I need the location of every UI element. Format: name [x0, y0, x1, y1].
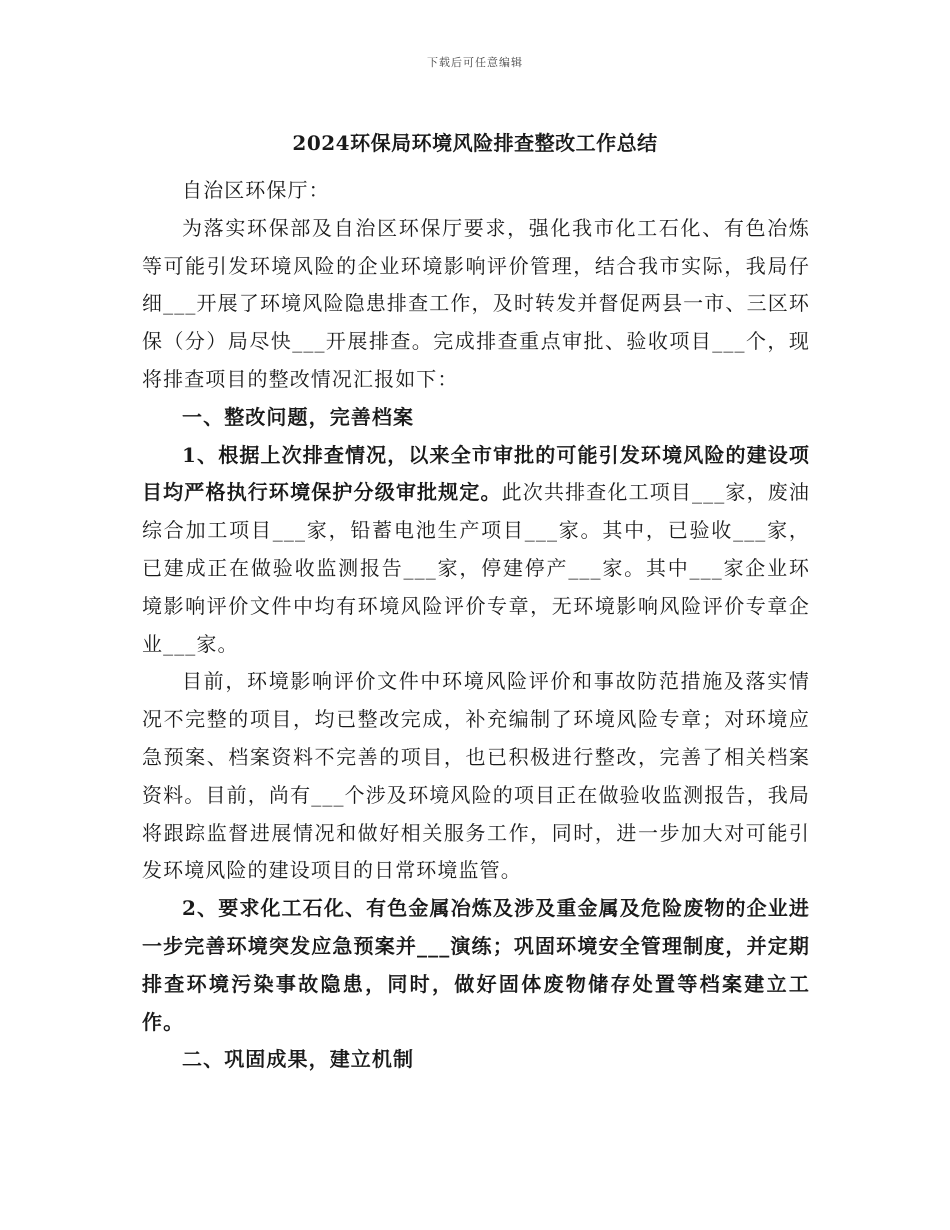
document-body — [142, 172, 810, 1079]
document-title: 2024环保局环境风险排查整改工作总结 — [292, 131, 658, 155]
intro-paragraph: 为落实环保部及自治区环保厅要求，强化我市化工石化、有色冶炼等可能引发环境风险的企业环境影响评价管理，结合我市实际，我局仔细___开展了环境风险隐患排查工作，及时转发并督促两县一市、三区环保（分）局尽快___开展排查。完成排查重点审批、验收项目___个，现将排查项目的整改情况汇报如下： — [142, 215, 810, 391]
current-status-paragraph: 目前，环境影响评价文件中环境风险评价和事故防范措施及落实情况不完整的项目，均已整改完成，补充编制了环境风险专章；对环境应急预案、档案资料不完善的项目，也已积极进行整改，完善了相关档案资料。目前，尚有___个涉及环境风险的项目正在做验收监测报告，我局将跟踪监督进展情况和做好相关服务工作，同时，进一步加大对可能引发环境风险的建设项目的日常环境监管。 — [142, 669, 810, 883]
salutation: 自治区环保厅： — [182, 178, 330, 202]
item-1-body-text: 此次共排查化工项目___家，废油综合加工项目___家，铅蓄电池生产项目___家。其中，已验收___家，已建成正在做验收监测报告___家，停建停产___家。其中___家企业环境影响评价文件中均有环境风险评价专章，无环境影响风险评价专章企业___家。 — [142, 480, 810, 656]
header-note: 下载后可任意编辑 — [427, 56, 523, 69]
item-2-paragraph: 2、要求化工石化、有色金属冶炼及涉及重金属及危险废物的企业进一步完善环境突发应急预案并___演练；巩固环境安全管理制度，并定期排查环境污染事故隐患，同时，做好固体废物储存处置等档案建立工作。 — [142, 896, 810, 1034]
section-heading-1: 一、整改问题，完善档案 — [182, 404, 415, 429]
item-1-bold-text: 1、根据上次排查情况，以来全市审批的可能引发环境风险的建设项目均严格执行环境保护分级审批规定。 — [142, 442, 810, 505]
item-1-paragraph — [142, 437, 810, 664]
section-heading-2: 二、巩固成果，建立机制 — [182, 1047, 415, 1072]
